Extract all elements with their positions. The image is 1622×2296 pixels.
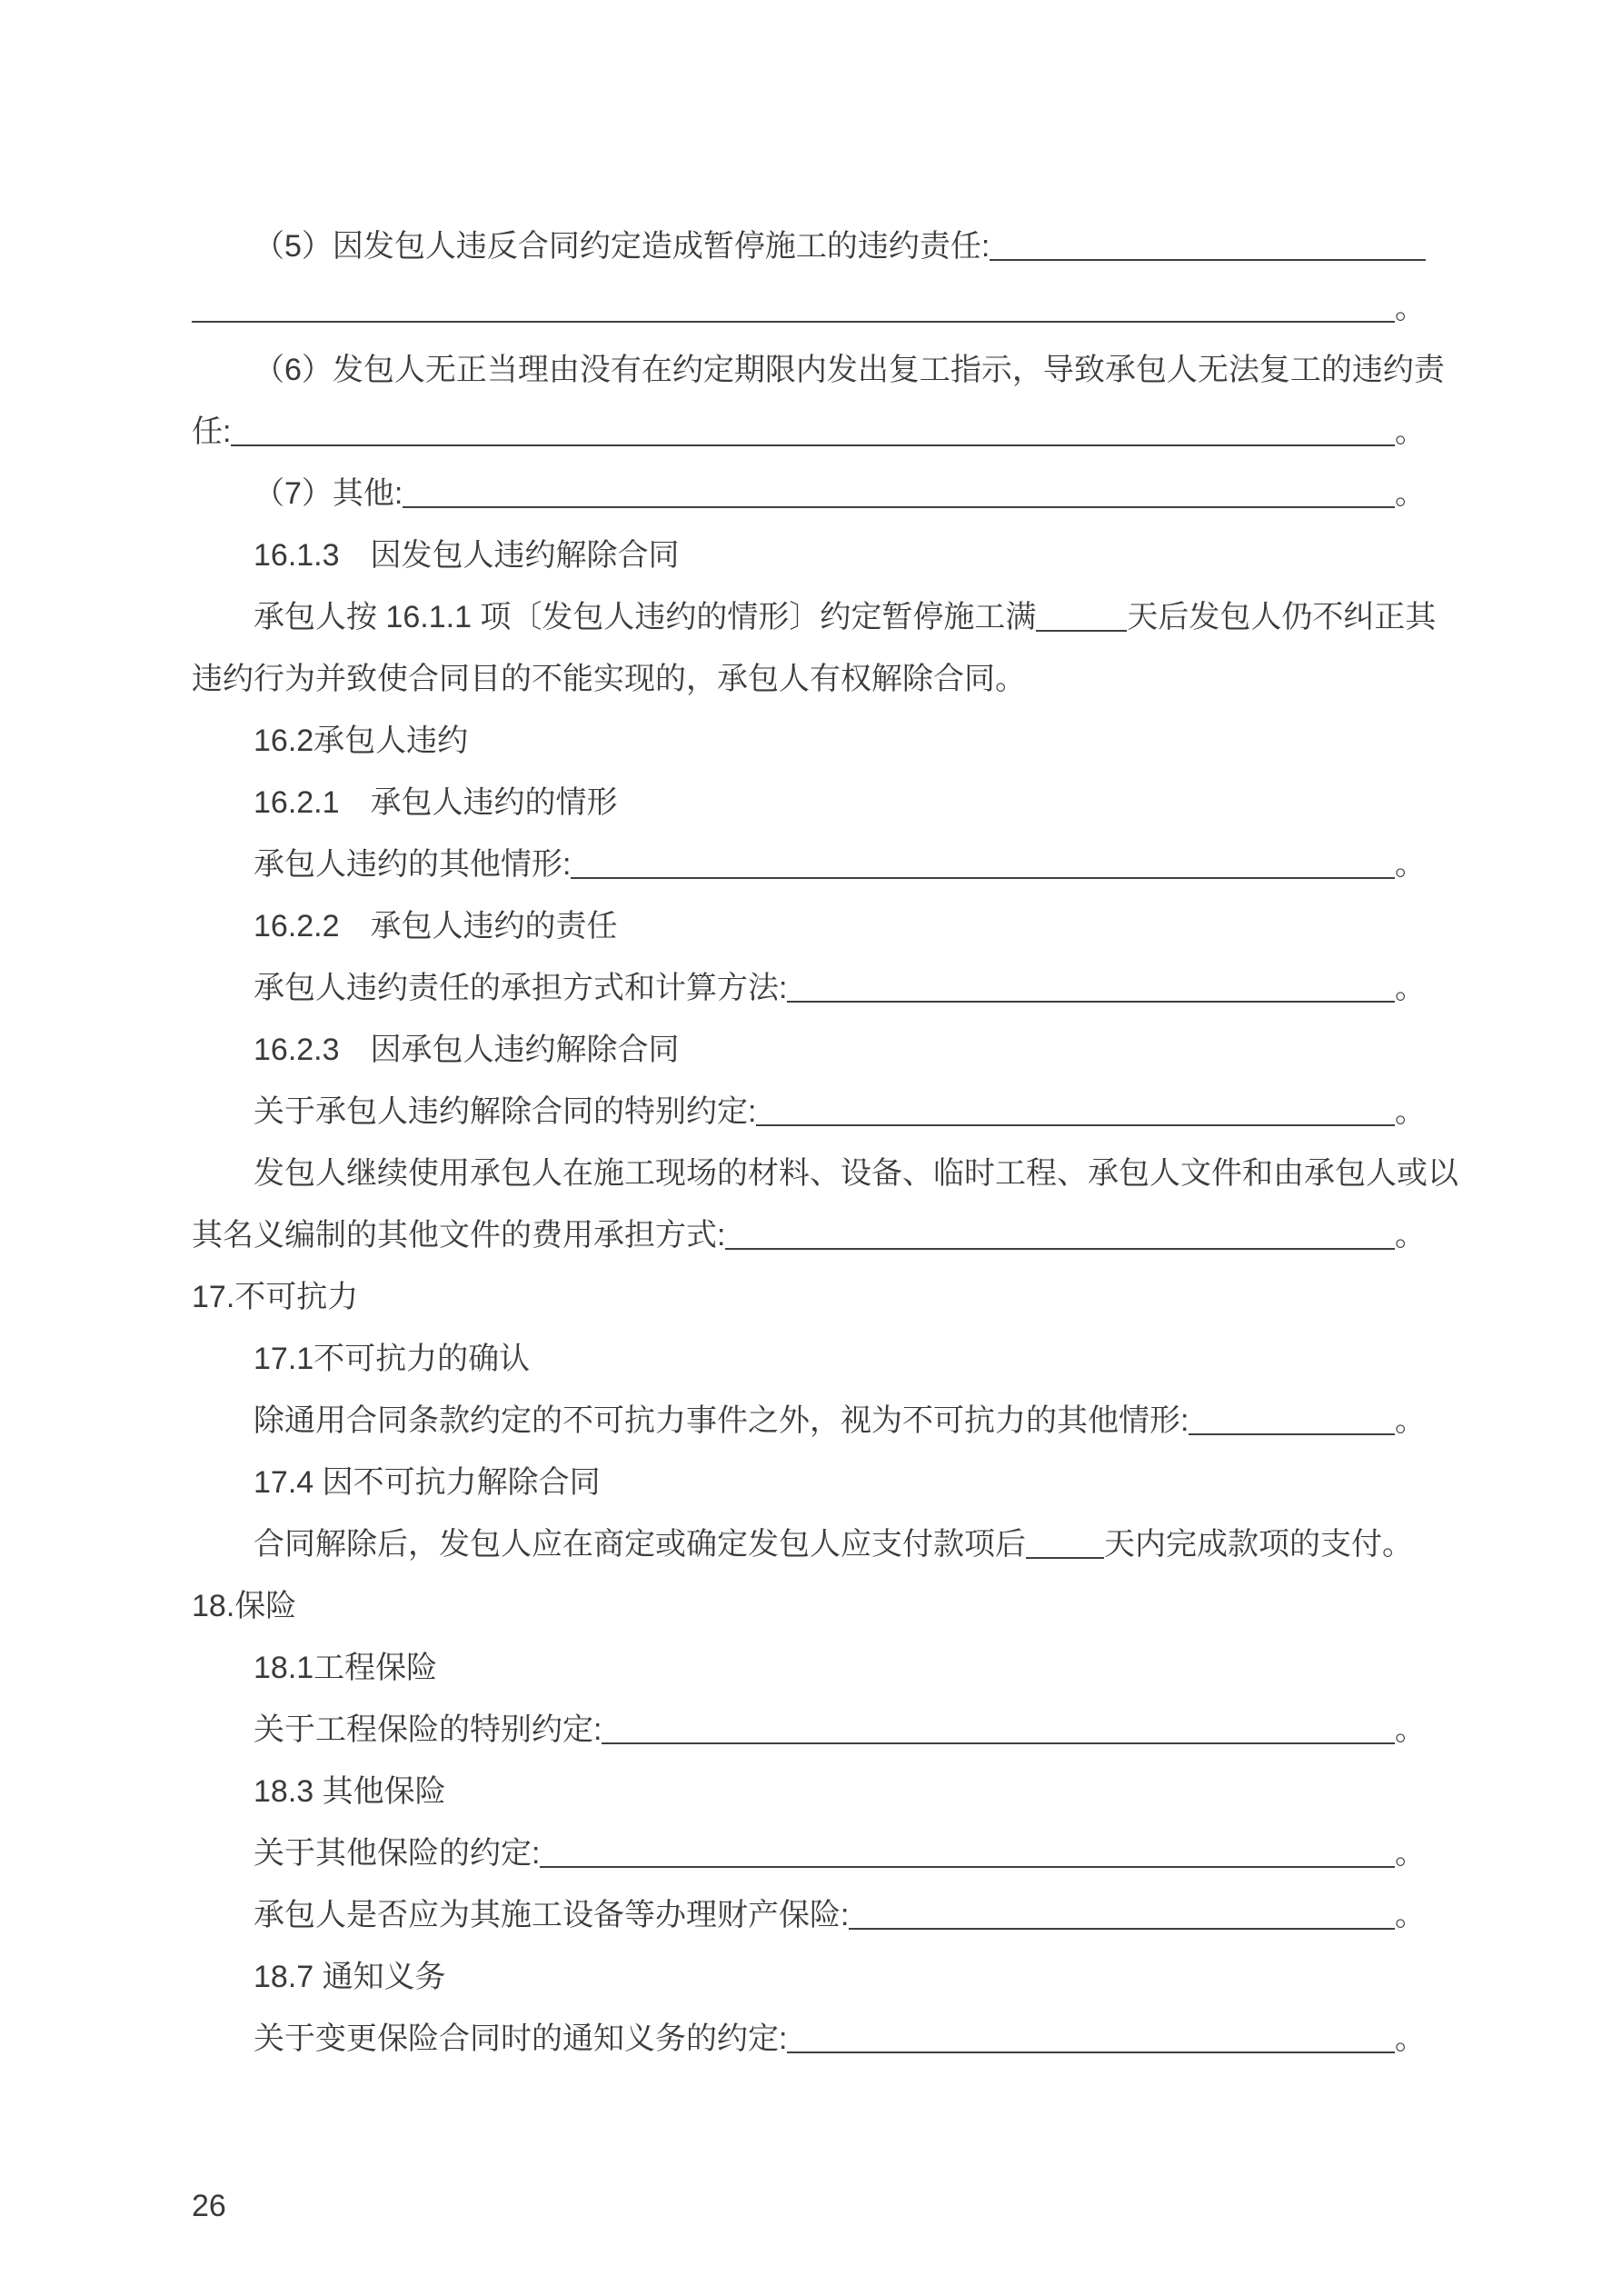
- inline-blank: [1036, 586, 1127, 632]
- period: 。: [1395, 414, 1426, 449]
- clause-16-1-3-body-line-1: [192, 586, 1437, 648]
- clause-16-1-3-body-line-2: [192, 648, 1426, 710]
- clause-6-text: （6）发包人无正当理由没有在约定期限内发出复工指示，导致承包人无法复工的违约责: [254, 353, 1445, 387]
- period: 。: [1395, 1712, 1426, 1747]
- blank-underline: [787, 957, 1395, 1003]
- clause-text: 违约行为并致使合同目的不能实现的，承包人有权解除合同。: [192, 662, 1026, 696]
- clause-text-after-blank: 天后发包人仍不纠正其: [1127, 600, 1437, 634]
- blank-underline: [787, 2008, 1395, 2053]
- field-label: 承包人是否应为其施工设备等办理财产保险:: [254, 1898, 850, 1932]
- heading-18-7: [192, 1946, 1426, 2008]
- heading-text: 17.不可抗力: [192, 1280, 359, 1314]
- heading-16-2: [192, 710, 1426, 772]
- heading-17: [192, 1266, 1426, 1328]
- heading-text: 18.7 通知义务: [254, 1960, 446, 1994]
- blank-underline: [571, 834, 1395, 879]
- field-label: 承包人违约的其他情形:: [254, 847, 572, 882]
- heading-text: 18.保险: [192, 1589, 297, 1623]
- field-works-insurance-special-agreement: [192, 1699, 1426, 1761]
- period: 。: [1395, 1836, 1426, 1871]
- heading-16-2-2: [192, 895, 1426, 957]
- clause-5-label: （5）因发包人违反合同约定造成暂停施工的违约责任:: [254, 229, 990, 264]
- period: 。: [1395, 971, 1426, 1005]
- heading-text: 17.1不可抗力的确认: [254, 1342, 531, 1376]
- heading-text: 16.2.2 承包人违约的责任: [254, 909, 618, 943]
- field-termination-special-agreement: [192, 1081, 1426, 1143]
- field-label: 关于承包人违约解除合同的特别约定:: [254, 1094, 757, 1129]
- heading-text: 16.2.1 承包人违约的情形: [254, 785, 618, 820]
- clause-text: 发包人继续使用承包人在施工现场的材料、设备、临时工程、承包人文件和由承包人或以: [254, 1156, 1458, 1191]
- field-label: 关于变更保险合同时的通知义务的约定:: [254, 2021, 788, 2056]
- heading-16-2-1: [192, 772, 1426, 834]
- clause-6-label-tail: 任:: [192, 414, 232, 449]
- field-force-majeure-other-cases: [192, 1390, 1426, 1452]
- clause-text: 合同解除后，发包人应在商定或确定发包人应支付款项后: [254, 1527, 1026, 1562]
- heading-18-1: [192, 1637, 1426, 1699]
- blank-underline: [231, 401, 1395, 446]
- field-label: 其名义编制的其他文件的费用承担方式:: [192, 1218, 726, 1253]
- page-number: 26: [192, 2189, 226, 2223]
- blank-underline: [1189, 1390, 1395, 1435]
- period: 。: [1395, 1094, 1426, 1129]
- field-other-breach-cases: [192, 834, 1426, 895]
- clause-6-continuation-line: [192, 401, 1426, 463]
- blank-underline: [990, 215, 1426, 261]
- field-label: 除通用合同条款约定的不可抗力事件之外，视为不可抗力的其他情形:: [254, 1403, 1189, 1438]
- clause-text-after-blank: 天内完成款项的支付。: [1104, 1527, 1413, 1562]
- period: 。: [1395, 1898, 1426, 1932]
- field-label: 关于其他保险的约定:: [254, 1836, 541, 1871]
- blank-underline: [756, 1081, 1395, 1126]
- period: 。: [1395, 847, 1426, 882]
- period: 。: [1395, 291, 1426, 325]
- clause-7-line: [192, 463, 1426, 524]
- clause-payment-after-termination: [192, 1513, 1426, 1575]
- blank-underline: [540, 1822, 1395, 1868]
- blank-underline: [192, 277, 1395, 323]
- blank-underline: [849, 1884, 1395, 1930]
- heading-text: 16.2承包人违约: [254, 724, 469, 758]
- heading-16-2-3: [192, 1019, 1426, 1081]
- document-page: [192, 215, 1458, 2070]
- clause-text: 承包人按 16.1.1 项〔发包人违约的情形〕约定暂停施工满: [254, 600, 1037, 634]
- heading-18: [192, 1575, 1426, 1637]
- field-label: 关于工程保险的特别约定:: [254, 1712, 602, 1747]
- field-breach-liability-method: [192, 957, 1426, 1019]
- period: 。: [1395, 476, 1426, 511]
- clause-5-line: [192, 215, 1426, 277]
- heading-17-4: [192, 1452, 1426, 1513]
- field-other-insurance-agreement: [192, 1822, 1426, 1884]
- blank-underline: [602, 1699, 1395, 1744]
- blank-underline: [725, 1204, 1395, 1250]
- period: 。: [1395, 1403, 1426, 1438]
- heading-18-3: [192, 1761, 1426, 1822]
- clause-5-continuation-line: [192, 277, 1426, 339]
- period: 。: [1395, 2021, 1426, 2056]
- field-equipment-property-insurance: [192, 1884, 1426, 1946]
- heading-text: 16.1.3 因发包人违约解除合同: [254, 538, 680, 573]
- period: 。: [1395, 1218, 1426, 1253]
- inline-blank: [1026, 1513, 1104, 1559]
- heading-17-1: [192, 1328, 1426, 1390]
- clause-6-line: [192, 339, 1445, 401]
- heading-text: 18.3 其他保险: [254, 1774, 446, 1809]
- clause-7-label: （7）其他:: [254, 476, 403, 511]
- field-insurance-change-notice: [192, 2008, 1426, 2070]
- clause-cost-bearing-line-2: [192, 1204, 1426, 1266]
- heading-text: 18.1工程保险: [254, 1651, 438, 1685]
- field-label: 承包人违约责任的承担方式和计算方法:: [254, 971, 788, 1005]
- heading-text: 17.4 因不可抗力解除合同: [254, 1465, 601, 1500]
- heading-16-1-3: [192, 524, 1426, 586]
- blank-underline: [403, 463, 1395, 508]
- clause-cost-bearing-line-1: [192, 1143, 1458, 1204]
- heading-text: 16.2.3 因承包人违约解除合同: [254, 1033, 680, 1067]
